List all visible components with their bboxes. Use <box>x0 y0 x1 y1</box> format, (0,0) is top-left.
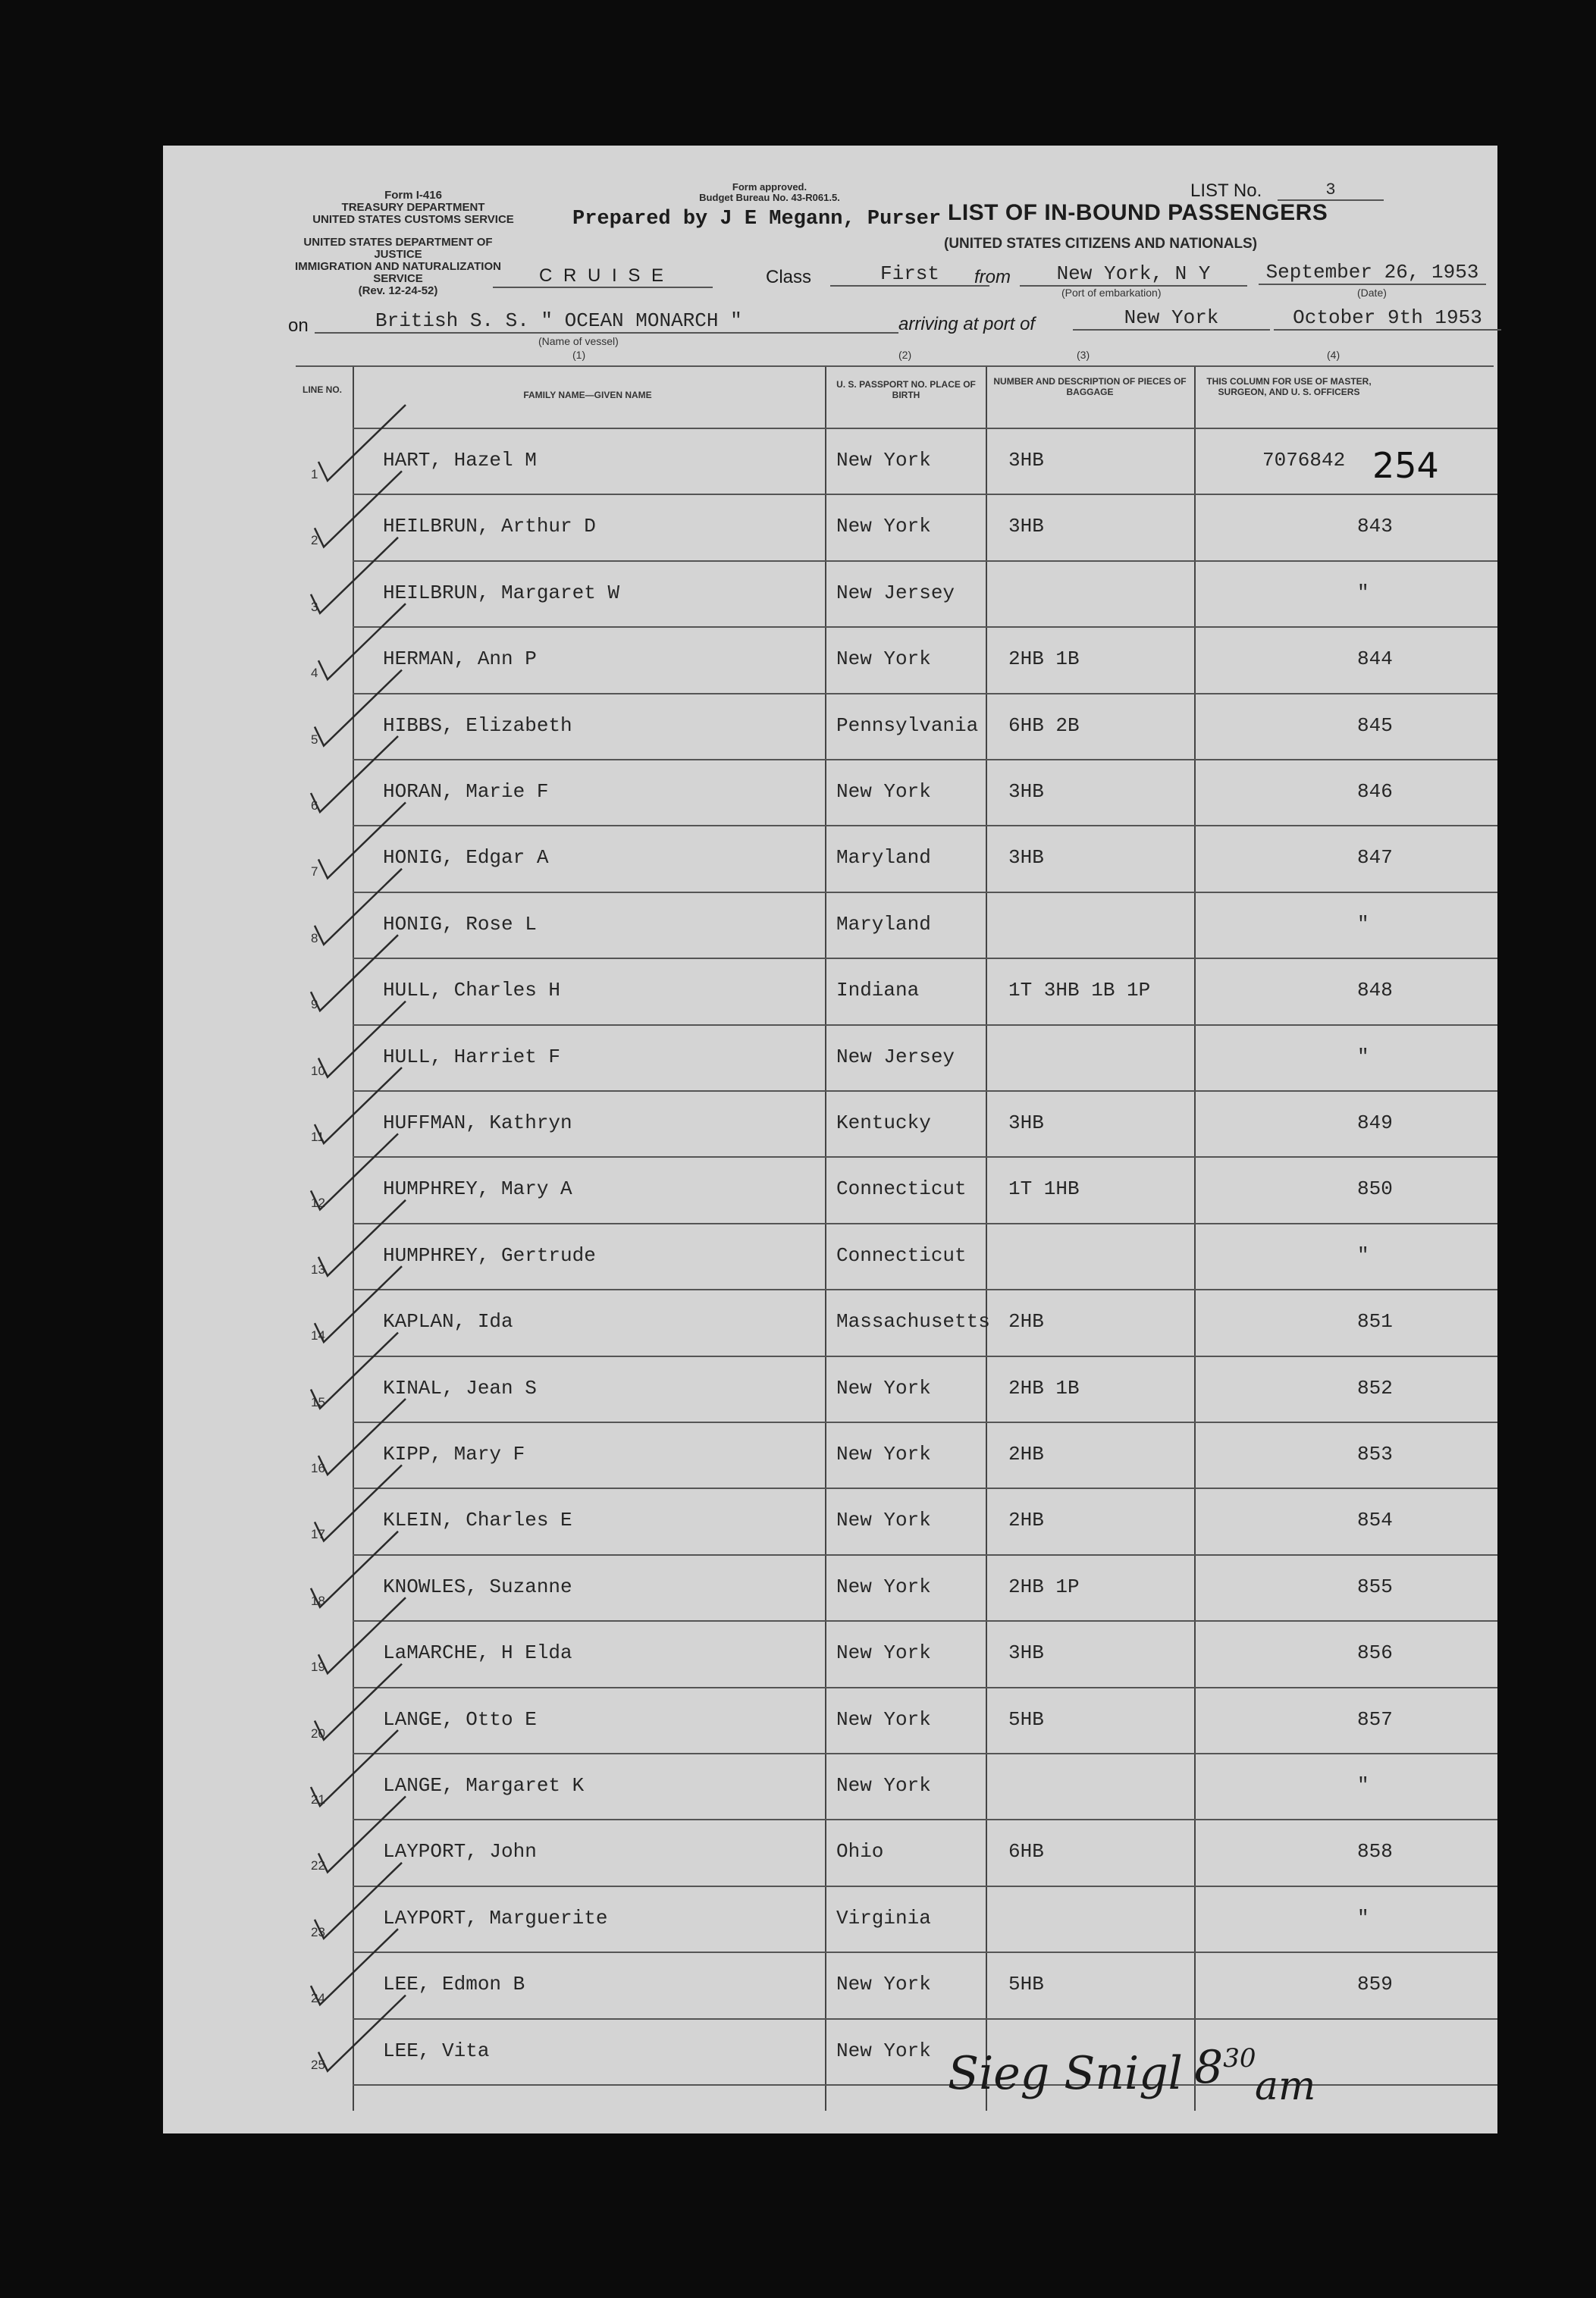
inspector-signature: Sieg Snigl <box>948 2047 1183 2100</box>
officer-number: 843 <box>1357 515 1393 538</box>
approval-block <box>648 182 891 203</box>
baggage: 2HB <box>1008 1509 1044 1532</box>
table-row <box>163 892 1497 958</box>
budget-bureau: Budget Bureau No. 43-R061.5. <box>699 192 840 203</box>
officer-number: 852 <box>1357 1376 1393 1400</box>
table-row <box>163 428 1497 494</box>
passenger-name: HUMPHREY, Mary A <box>383 1177 572 1201</box>
baggage: 5HB <box>1008 1707 1044 1731</box>
table-row <box>163 1952 1497 2017</box>
officer-number: 849 <box>1357 1111 1393 1134</box>
passenger-name: KNOWLES, Suzanne <box>383 1575 572 1598</box>
passenger-name: HEILBRUN, Margaret W <box>383 581 620 604</box>
line-number: 7 <box>311 864 318 879</box>
passenger-name: LEE, Vita <box>383 2039 490 2062</box>
baggage: 6HB <box>1008 1840 1044 1864</box>
passenger-name: LANGE, Otto E <box>383 1707 537 1731</box>
table-row <box>163 1886 1497 1952</box>
class-label: Class <box>766 267 812 287</box>
birth-place: New York <box>836 1641 931 1665</box>
treasury-dept: TREASURY DEPARTMENT <box>341 201 485 214</box>
table-row <box>163 759 1497 825</box>
header-baggage: NUMBER AND DESCRIPTION OF PIECES OF BAGGAGE <box>993 376 1187 397</box>
col-num-3: (3) <box>1077 349 1090 361</box>
line-number: 25 <box>311 2057 325 2072</box>
line-number: 8 <box>311 930 318 945</box>
class-value: First <box>830 262 989 287</box>
table-row <box>163 1620 1497 1686</box>
passenger-name: HART, Hazel M <box>383 449 537 472</box>
birth-place: New York <box>836 1509 931 1532</box>
baggage: 3HB <box>1008 1641 1044 1665</box>
time-minutes: 30 <box>1223 2043 1256 2074</box>
table-row <box>163 1156 1497 1222</box>
birth-place: New York <box>836 1774 931 1797</box>
passenger-name: HIBBS, Elizabeth <box>383 713 572 737</box>
row-rule <box>353 2084 1497 2086</box>
time-hour: 8 <box>1194 2041 1224 2094</box>
line-number: 24 <box>311 1991 325 2006</box>
birth-place: Pennsylvania <box>836 713 979 737</box>
baggage: 3HB <box>1008 780 1044 803</box>
birth-place: Indiana <box>836 979 920 1002</box>
birth-place: Virginia <box>836 1906 931 1930</box>
header-name: FAMILY NAME—GIVEN NAME <box>523 390 652 400</box>
header-officers: THIS COLUMN FOR USE OF MASTER, SURGEON, AND U. S. OFFICERS <box>1206 376 1372 397</box>
line-number: 10 <box>311 1063 325 1078</box>
birth-place: New York <box>836 780 931 803</box>
line-number: 1 <box>311 467 318 481</box>
manifest-page <box>163 146 1497 2133</box>
arriving-label: arriving at port of <box>898 314 1036 334</box>
baggage: 2HB 1B <box>1008 647 1080 671</box>
form-department-block <box>292 190 535 226</box>
passenger-name: KINAL, Jean S <box>383 1376 537 1400</box>
header-passport: U. S. PASSPORT NO. PLACE OF BIRTH <box>836 379 976 400</box>
line-number: 20 <box>311 1726 325 1741</box>
line-number: 6 <box>311 798 318 813</box>
line-number: 5 <box>311 732 318 747</box>
baggage: 3HB <box>1008 846 1044 870</box>
birth-place: Maryland <box>836 912 931 936</box>
officer-number: 856 <box>1357 1641 1393 1665</box>
revision: (Rev. 12-24-52) <box>358 284 438 297</box>
passenger-name: LaMARCHE, H Elda <box>383 1641 572 1665</box>
baggage: 2HB <box>1008 1310 1044 1334</box>
baggage: 5HB <box>1008 1973 1044 1996</box>
table-row <box>163 1687 1497 1753</box>
table-row <box>163 1488 1497 1553</box>
arrival-date: October 9th 1953 <box>1274 306 1501 331</box>
passenger-name: KAPLAN, Ida <box>383 1310 513 1334</box>
table-row <box>163 1289 1497 1355</box>
line-number: 15 <box>311 1394 325 1409</box>
table-row <box>163 560 1497 626</box>
ins-service: IMMIGRATION AND NATURALIZATION SERVICE <box>295 260 501 285</box>
table-row <box>163 626 1497 692</box>
embark-date: September 26, 1953 <box>1259 261 1486 285</box>
officer-number: 854 <box>1357 1509 1393 1532</box>
officer-number: 848 <box>1357 979 1393 1002</box>
time-suffix: am <box>1255 2064 1316 2109</box>
passenger-name: KLEIN, Charles E <box>383 1509 572 1532</box>
birth-place: New York <box>836 1575 931 1598</box>
passenger-name: HERMAN, Ann P <box>383 647 537 671</box>
line-number: 4 <box>311 666 318 681</box>
birth-place: Maryland <box>836 846 931 870</box>
birth-place: Connecticut <box>836 1243 967 1267</box>
officer-number: 859 <box>1357 1973 1393 1996</box>
birth-place: New York <box>836 1443 931 1466</box>
table-top-rule <box>296 365 1494 367</box>
birth-place: New York <box>836 449 931 472</box>
vessel-caption: (Name of vessel) <box>538 335 619 347</box>
table-row <box>163 825 1497 891</box>
inspection-time <box>1194 2041 1256 2094</box>
officer-number: " <box>1357 1045 1369 1068</box>
officer-number: 858 <box>1357 1840 1393 1864</box>
customs-service: UNITED STATES CUSTOMS SERVICE <box>312 213 514 226</box>
page-title: LIST OF IN-BOUND PASSENGERS <box>948 200 1328 225</box>
baggage: 2HB 1P <box>1008 1575 1080 1598</box>
officer-number: 845 <box>1357 713 1393 737</box>
birth-place: New York <box>836 1707 931 1731</box>
officer-number: 847 <box>1357 846 1393 870</box>
baggage: 3HB <box>1008 449 1044 472</box>
table-row <box>163 1554 1497 1620</box>
birth-place: New York <box>836 515 931 538</box>
baggage: 2HB 1B <box>1008 1376 1080 1400</box>
birth-place: New York <box>836 2039 931 2062</box>
officer-number: 851 <box>1357 1310 1393 1334</box>
passenger-name: HEILBRUN, Arthur D <box>383 515 596 538</box>
table-row <box>163 1024 1497 1090</box>
officer-number: " <box>1357 1906 1369 1930</box>
line-number: 16 <box>311 1461 325 1475</box>
passenger-name: HUFFMAN, Kathryn <box>383 1111 572 1134</box>
line-number: 11 <box>311 1130 325 1144</box>
baggage: 1T 3HB 1B 1P <box>1008 979 1151 1002</box>
baggage: 3HB <box>1008 515 1044 538</box>
birth-place: New York <box>836 647 931 671</box>
col-num-1: (1) <box>572 349 586 361</box>
line-number: 14 <box>311 1328 325 1343</box>
passenger-name: HULL, Harriet F <box>383 1045 561 1068</box>
officer-number: " <box>1357 1774 1369 1797</box>
officer-number: 850 <box>1357 1177 1393 1201</box>
line-number: 9 <box>311 997 318 1012</box>
birth-place: New Jersey <box>836 1045 955 1068</box>
header-line-no: LINE NO. <box>302 384 342 395</box>
page-subtitle: (UNITED STATES CITIZENS AND NATIONALS) <box>944 236 1258 252</box>
table-row <box>163 1223 1497 1289</box>
form-approved: Form approved. <box>732 181 807 193</box>
officer-number: " <box>1357 581 1369 604</box>
officer-number: 846 <box>1357 780 1393 803</box>
passenger-name: HORAN, Marie F <box>383 780 549 803</box>
passenger-name: HULL, Charles H <box>383 979 561 1002</box>
on-label: on <box>288 315 309 336</box>
vessel-name: British S. S. " OCEAN MONARCH " <box>315 309 898 334</box>
passenger-name: HONIG, Edgar A <box>383 846 549 870</box>
col-num-2: (2) <box>898 349 912 361</box>
line-number: 23 <box>311 1924 325 1939</box>
embark-date-caption: (Date) <box>1357 287 1387 299</box>
arrival-port: New York <box>1073 306 1270 331</box>
line-number: 2 <box>311 533 318 548</box>
line-number: 18 <box>311 1593 325 1608</box>
birth-place: New Jersey <box>836 581 955 604</box>
officer-number: 853 <box>1357 1443 1393 1466</box>
birth-place: Connecticut <box>836 1177 967 1201</box>
birth-place: Massachusetts <box>836 1310 990 1334</box>
form-number: Form I-416 <box>384 189 442 202</box>
table-row <box>163 494 1497 560</box>
baggage: 3HB <box>1008 1111 1044 1134</box>
justice-dept: UNITED STATES DEPARTMENT OF JUSTICE <box>303 236 493 261</box>
birth-place: New York <box>836 1973 931 1996</box>
officer-number: 844 <box>1357 647 1393 671</box>
baggage: 2HB <box>1008 1443 1044 1466</box>
birth-place: New York <box>836 1376 931 1400</box>
line-number: 19 <box>311 1660 325 1675</box>
passenger-name: LEE, Edmon B <box>383 1973 525 1996</box>
table-row <box>163 958 1497 1024</box>
prepared-by: Prepared by J E Megann, Purser <box>572 208 942 230</box>
birth-place: Ohio <box>836 1840 884 1864</box>
officer-number: 855 <box>1357 1575 1393 1598</box>
line-number: 13 <box>311 1262 325 1277</box>
embark-port: New York, N Y <box>1020 262 1247 287</box>
table-row <box>163 1090 1497 1156</box>
passenger-name: LANGE, Margaret K <box>383 1774 585 1797</box>
justice-block <box>292 237 504 297</box>
passenger-name: KIPP, Mary F <box>383 1443 525 1466</box>
table-row <box>163 1356 1497 1422</box>
officer-number: " <box>1357 1243 1369 1267</box>
passenger-name: LAYPORT, John <box>383 1840 537 1864</box>
baggage: 6HB 2B <box>1008 713 1080 737</box>
line-number: 17 <box>311 1527 325 1542</box>
cruise-label: C R U I S E <box>493 265 713 288</box>
list-number: 3 <box>1278 180 1384 201</box>
line-number: 21 <box>311 1792 325 1807</box>
passenger-name: HONIG, Rose L <box>383 912 537 936</box>
embark-port-caption: (Port of embarkation) <box>1061 287 1162 299</box>
line-number: 22 <box>311 1858 325 1873</box>
officer-number: 7076842 <box>1262 449 1346 472</box>
from-label: from <box>974 267 1011 287</box>
col-num-4: (4) <box>1327 349 1340 361</box>
passenger-name: HUMPHREY, Gertrude <box>383 1243 596 1267</box>
passenger-name: LAYPORT, Marguerite <box>383 1906 608 1930</box>
line-number: 3 <box>311 599 318 614</box>
birth-place: Kentucky <box>836 1111 931 1134</box>
list-number-label: LIST No. <box>1190 180 1262 201</box>
officer-number: 857 <box>1357 1707 1393 1731</box>
baggage: 1T 1HB <box>1008 1177 1080 1201</box>
page-number: 254 <box>1372 445 1439 486</box>
line-number: 12 <box>311 1196 325 1211</box>
table-row <box>163 1819 1497 1885</box>
table-row <box>163 693 1497 759</box>
table-row <box>163 1753 1497 1819</box>
table-row <box>163 1422 1497 1488</box>
officer-number: " <box>1357 912 1369 936</box>
